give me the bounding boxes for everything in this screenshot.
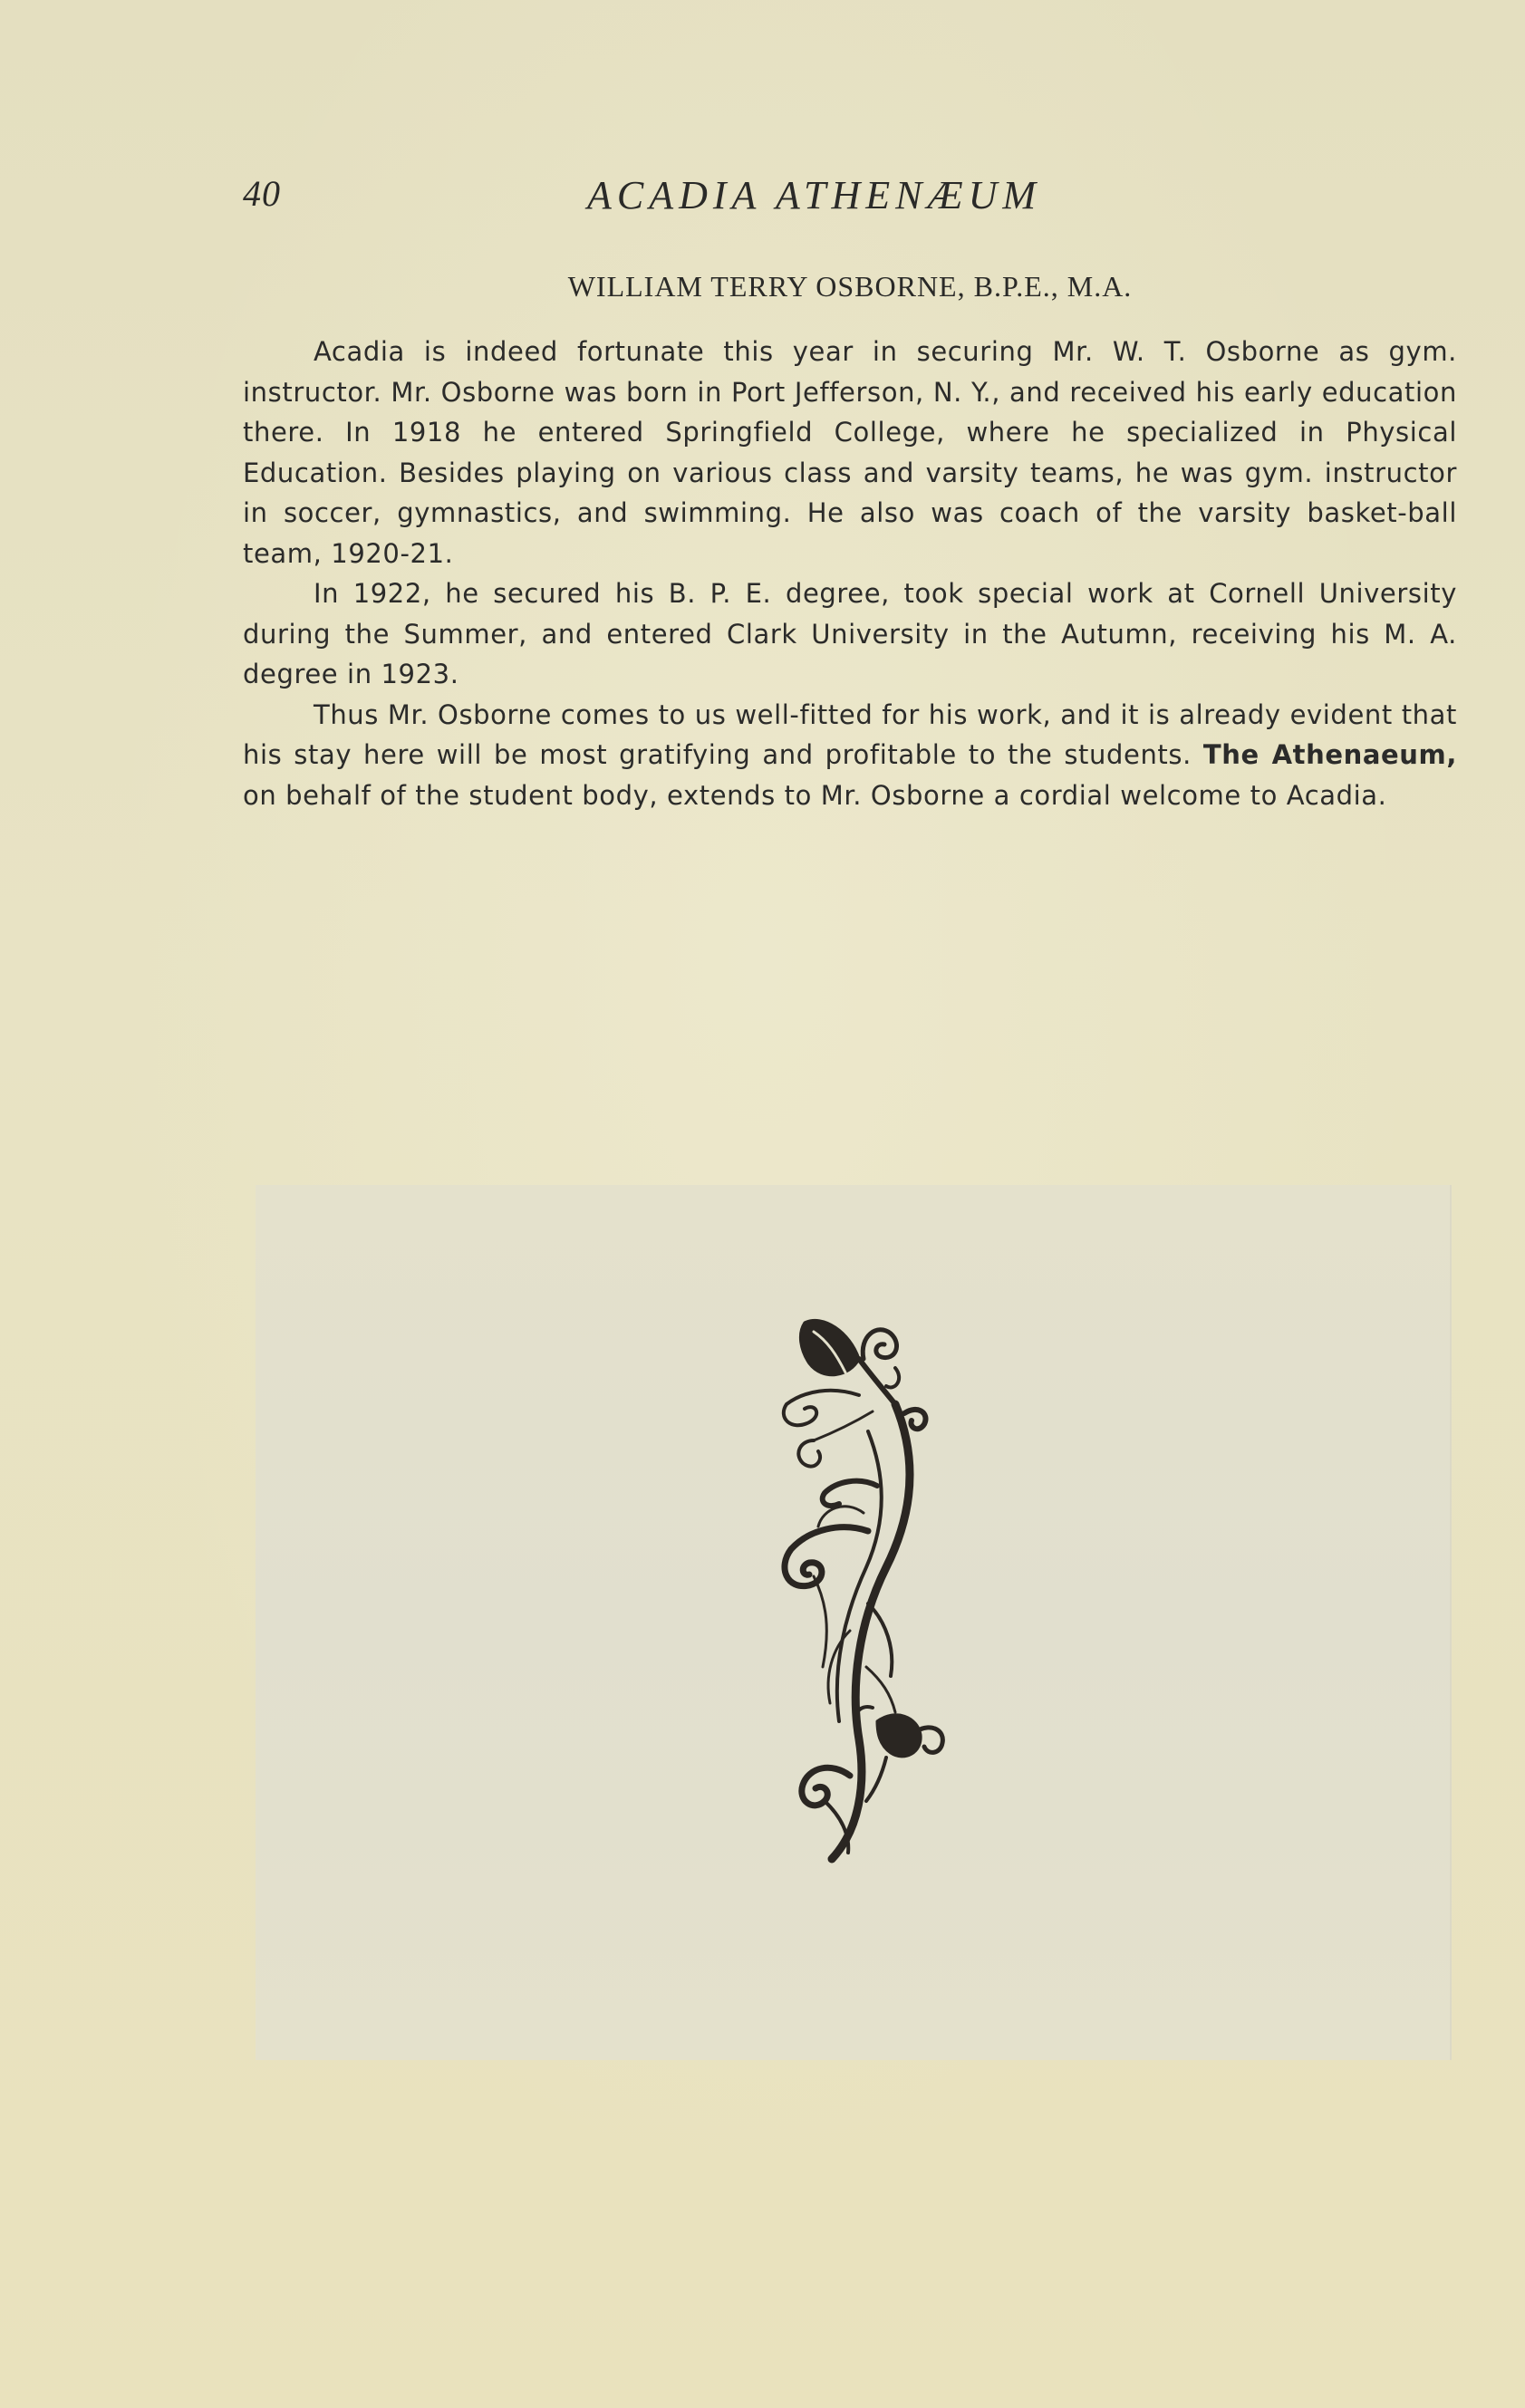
article-title: WILLIAM TERRY OSBORNE, B.P.E., M.A. <box>567 270 1133 303</box>
running-title: ACADIA ATHENÆUM <box>587 173 1042 217</box>
athenaeum-name: The Athenaeum, <box>1202 739 1457 770</box>
page-header <box>243 172 1457 236</box>
paragraph-intro: Acadia is indeed fortunate this year in securing Mr. W. T. Osborne as gym. instructor. Mr. Osborne was born in Port Jefferson, N. Y., and received his early education there. In 1918 he entered Springfield College, where he specialized in Physical Education. Besides playing on various class and varsity teams, he was gym. instructor in soccer, gymnastics, and swimming. He also was coach of the varsity basket-ball team, 1920-21. <box>243 336 1457 569</box>
page-number: 40 <box>243 173 281 214</box>
floral-scroll-ornament-icon <box>759 1305 959 1866</box>
article-body <box>243 332 1457 815</box>
paragraph-welcome <box>243 695 1457 816</box>
paragraph-education: In 1922, he secured his B. P. E. degree, took special work at Cornell University during the Summer, and entered Clark University in the Autumn, receiving his M. A. degree in 1923. <box>243 578 1457 689</box>
paragraph-welcome-end: on behalf of the student body, extends to Mr. Osborne a cordial welcome to Acadia. <box>243 779 1387 811</box>
paragraph-welcome-start: Thus Mr. Osborne comes to us well-fitted for his work, and it is already evident that his stay here will be most gratifying and profitable to the students. <box>243 698 1457 770</box>
